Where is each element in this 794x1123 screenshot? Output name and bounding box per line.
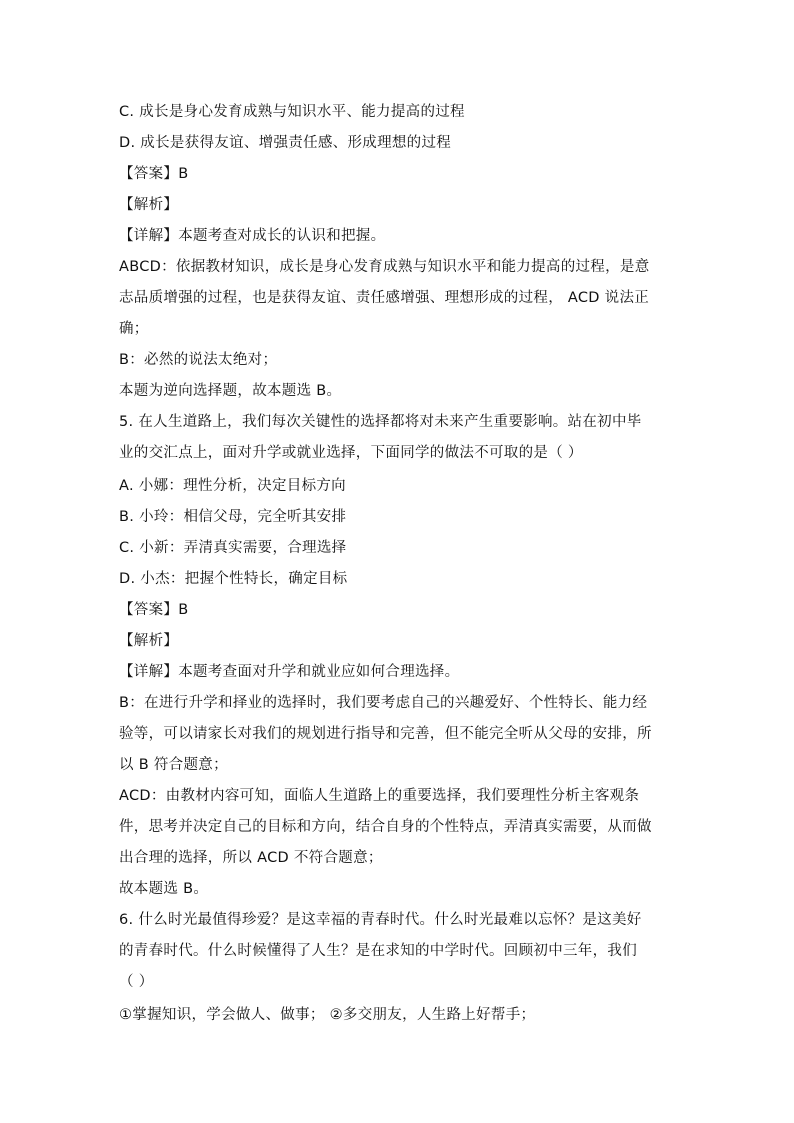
- explanation-text: 验等，可以请家长对我们的规划进行指导和完善，但不能完全听从父母的安排，所: [119, 726, 652, 742]
- question-6-stem: 的青春时代。什么时候懂得了人生？是在求知的中学时代。回顾初中三年，我们: [119, 943, 637, 959]
- explanation-text: ABCD：依据教材知识，成长是身心发育成熟与知识水平和能力提高的过程，是意: [119, 259, 650, 275]
- answer-label: 【答案】B: [119, 166, 189, 182]
- explanation-text: ACD：由教材内容可知，面临人生道路上的重要选择，我们要理性分析主客观条: [119, 788, 640, 804]
- analysis-label: 【解析】: [119, 197, 179, 213]
- option-b: B. 小玲：相信父母，完全听其安排: [119, 509, 347, 525]
- option-c: C. 小新：弄清真实需要，合理选择: [119, 540, 347, 556]
- explanation-text: 确；: [119, 321, 149, 337]
- explanation-text: 志品质增强的过程，也是获得友谊、责任感增强、理想形成的过程， ACD 说法正: [119, 290, 650, 306]
- option-c: C. 成长是身心发育成熟与知识水平、能力提高的过程: [119, 104, 465, 120]
- answer-blank: （ ）: [119, 974, 154, 990]
- question-5-stem: 业的交汇点上，面对升学或就业选择，下面同学的做法不可取的是（ ）: [119, 445, 583, 461]
- option-a: A. 小娜：理性分析，决定目标方向: [119, 478, 346, 494]
- option-d: D. 小杰：把握个性特长，确定目标: [119, 571, 348, 587]
- conclusion-text: 本题为逆向选择题，故本题选 B。: [119, 383, 342, 399]
- question-6-stem: 6. 什么时光最值得珍爱？是这幸福的青春时代。什么时光最难以忘怀？是这美好: [119, 912, 642, 928]
- question-6-choices: ①掌握知识，学会做人、做事； ②多交朋友，人生路上好帮手；: [119, 1007, 536, 1023]
- option-d: D. 成长是获得友谊、增强责任感、形成理想的过程: [119, 135, 452, 151]
- answer-label: 【答案】B: [119, 602, 189, 618]
- explanation-text: 以 B 符合题意；: [119, 757, 228, 773]
- detail-text: 【详解】本题考查对成长的认识和把握。: [119, 228, 386, 244]
- explanation-text: 件，思考并决定自己的目标和方向，结合自身的个性特点，弄清真实需要，从而做: [119, 819, 652, 835]
- explanation-text: B：在进行升学和择业的选择时，我们要考虑自己的兴趣爱好、个性特长、能力经: [119, 695, 648, 711]
- conclusion-text: 故本题选 B。: [119, 881, 209, 897]
- analysis-label: 【解析】: [119, 633, 179, 649]
- explanation-text: 出合理的选择，所以 ACD 不符合题意；: [119, 850, 383, 866]
- explanation-text: B：必然的说法太绝对；: [119, 352, 278, 368]
- detail-text: 【详解】本题考查面对升学和就业应如何合理选择。: [119, 664, 460, 680]
- question-5-stem: 5. 在人生道路上，我们每次关键性的选择都将对未来产生重要影响。站在初中毕: [119, 414, 642, 430]
